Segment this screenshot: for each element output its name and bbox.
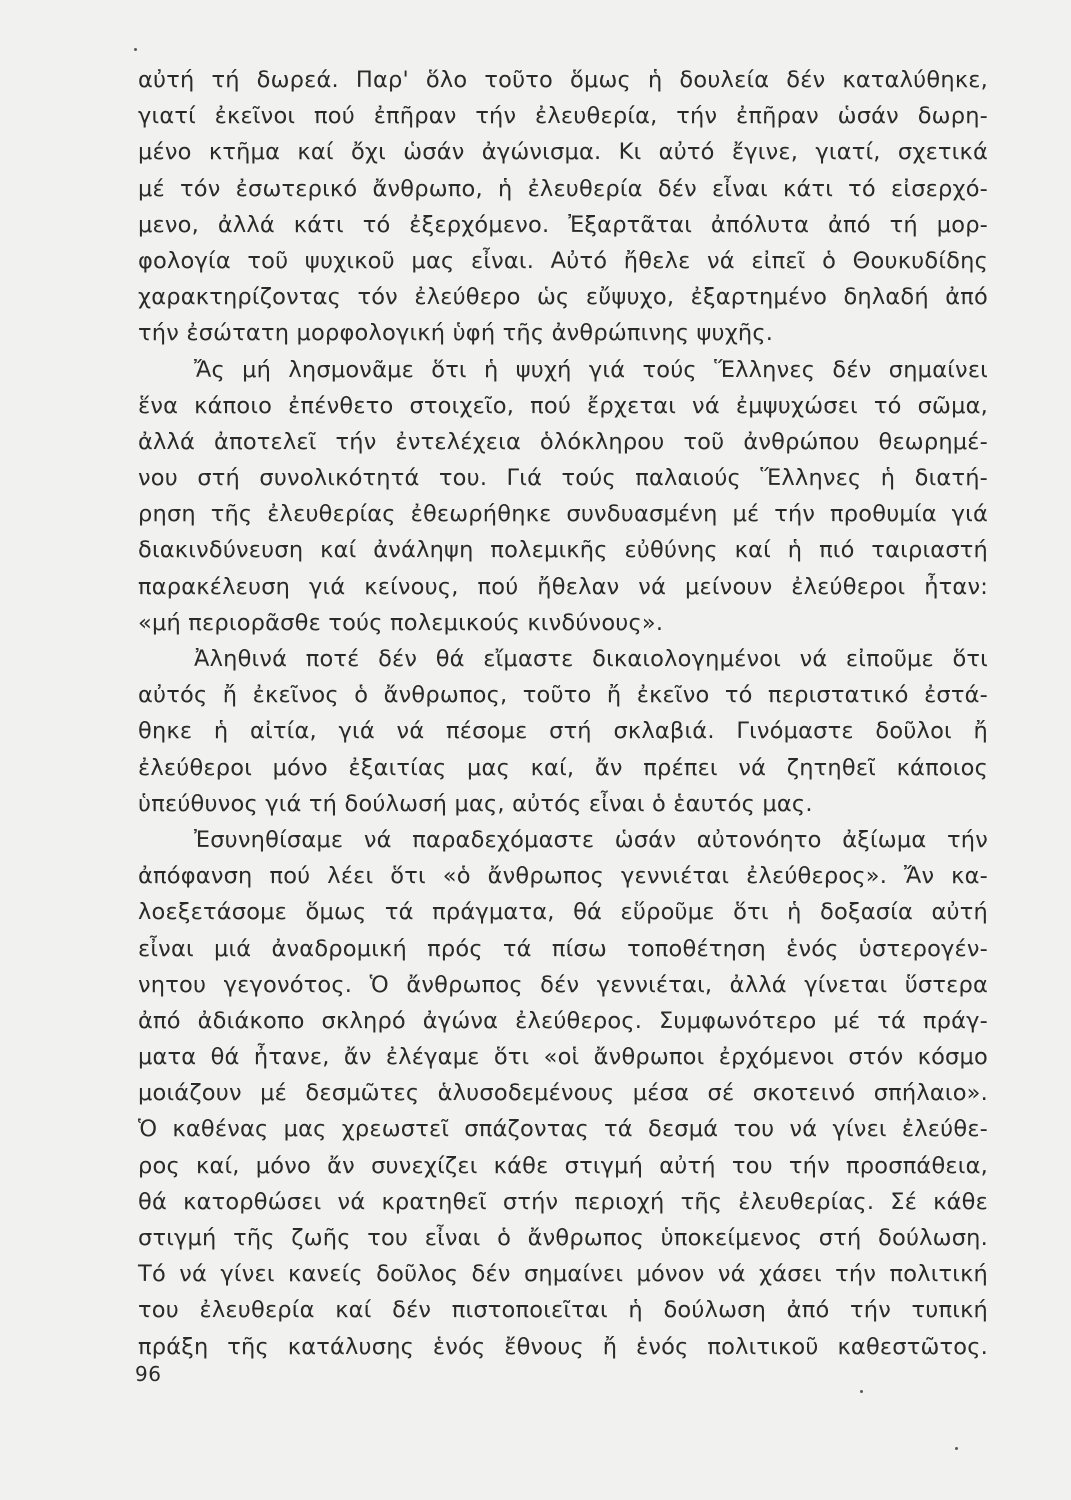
text-line: αὐτή τή δωρεά. Παρ' ὅλο τοῦτο ὅμως ἡ δουλεία δέν καταλύθηκε, (138, 67, 988, 93)
paragraph (138, 822, 988, 1365)
text-line: ἕνα κάποιο ἐπένθετο στοιχεῖο, πού ἔρχεται νά ἐμψυχώσει τό σῶμα, (138, 392, 988, 419)
print-speck (955, 1447, 958, 1450)
text-line: Ἐσυνηθίσαμε νά παραδεχόμαστε ὡσάν αὐτονόητο ἀξίωμα τήν (194, 826, 988, 853)
text-line: ἀλλά ἀποτελεῖ τήν ἐντελέχεια ὁλόκληρου τοῦ ἀνθρώπου θεωρημέ- (138, 428, 988, 455)
text-line: εἶναι μιά ἀναδρομική πρός τά πίσω τοποθέτηση ἑνός ὑστερογέν- (138, 935, 988, 962)
paragraph (138, 641, 988, 822)
text-line: μένο κτῆμα καί ὄχι ὡσάν ἀγώνισμα. Κι αὐτό ἔγινε, γιατί, σχετικά (138, 139, 988, 166)
text-line: παρακέλευση γιά κείνους, πού ἤθελαν νά μείνουν ἐλεύθεροι ἦταν: (138, 573, 988, 600)
paragraph (138, 352, 988, 642)
text-line: ρος καί, μόνο ἄν συνεχίζει κάθε στιγμή αὐτή του τήν προσπάθεια, (138, 1152, 988, 1179)
text-line: Ἀληθινά ποτέ δέν θά εἴμαστε δικαιολογημένοι νά εἰποῦμε ὅτι (194, 646, 988, 672)
text-line: Ὁ καθένας μας χρεωστεῖ σπάζοντας τά δεσμά του νά γίνει ἐλεύθε- (138, 1116, 988, 1143)
text-line: «μή περιορᾶσθε τούς πολεμικούς κινδύνους». (138, 609, 664, 636)
text-line: λοεξετάσομε ὅμως τά πράγματα, θά εὕροῦμε ὅτι ἡ δοξασία αὐτή (138, 899, 988, 926)
text-line: τήν ἐσώτατη μορφολογική ὑφή τῆς ἀνθρώπινης ψυχῆς. (138, 320, 774, 347)
text-line: χαρακτηρίζοντας τόν ἐλεύθερο ὡς εὔψυχο, ἐξαρτημένο δηλαδή ἀπό (138, 284, 988, 311)
text-line: ἐλεύθεροι μόνο ἐξαιτίας μας καί, ἄν πρέπει νά ζητηθεῖ κάποιος (138, 754, 988, 781)
print-speck (134, 48, 137, 51)
text-line: φολογία τοῦ ψυχικοῦ μας εἶναι. Αὐτό ἤθελε νά εἰπεῖ ὁ Θουκυδίδης (138, 247, 988, 274)
text-line: ματα θά ἦτανε, ἄν ἐλέγαμε ὅτι «οἱ ἄνθρωποι ἐρχόμενοι στόν κόσμο (138, 1044, 988, 1071)
text-line: διακινδύνευση καί ἀνάληψη πολεμικῆς εὐθύνης καί ἡ πιό ταιριαστή (138, 537, 988, 564)
text-line: νητου γεγονότος. Ὁ ἄνθρωπος δέν γεννιέται, ἀλλά γίνεται ὕστερα (138, 971, 988, 998)
text-line: πράξη τῆς κατάλυσης ἑνός ἔθνους ἤ ἑνός πολιτικοῦ καθεστῶτος. (138, 1333, 988, 1360)
text-line: στιγμή τῆς ζωῆς του εἶναι ὁ ἄνθρωπος ὑποκείμενος στή δούλωση. (138, 1225, 988, 1251)
paragraph (138, 62, 988, 352)
text-line: Ἄς μή λησμονᾶμε ὅτι ἡ ψυχή γιά τούς Ἕλληνες δέν σημαίνει (194, 356, 988, 383)
text-line: γιατί ἐκεῖνοι πού ἐπῆραν τήν ἐλευθερία, τήν ἐπῆραν ὡσάν δωρη- (138, 103, 988, 130)
text-line: ρηση τῆς ἐλευθερίας ἐθεωρήθηκε συνδυασμένη μέ τήν προθυμία γιά (138, 501, 988, 528)
text-line: Τό νά γίνει κανείς δοῦλος δέν σημαίνει μόνον νά χάσει τήν πολιτική (138, 1261, 988, 1288)
print-speck (860, 1390, 863, 1393)
text-line: θηκε ἡ αἰτία, γιά νά πέσομε στή σκλαβιά. Γινόμαστε δοῦλοι ἤ (138, 718, 988, 745)
text-line: μενο, ἀλλά κάτι τό ἐξερχόμενο. Ἐξαρτᾶται ἀπόλυτα ἀπό τή μορ- (138, 211, 988, 238)
text-line: ἀπό ἀδιάκοπο σκληρό ἀγώνα ἐλεύθερος. Συμφωνότερο μέ τά πράγ- (138, 1007, 988, 1034)
text-line: μοιάζουν μέ δεσμῶτες ἁλυσοδεμένους μέσα σέ σκοτεινό σπήλαιο». (138, 1080, 988, 1107)
text-line: μέ τόν ἐσωτερικό ἄνθρωπο, ἡ ἐλευθερία δέν εἶναι κάτι τό εἰσερχό- (138, 175, 988, 202)
text-line: ἀπόφανση πού λέει ὅτι «ὁ ἄνθρωπος γεννιέται ἐλεύθερος». Ἄν κα- (138, 863, 988, 890)
text-line: αὐτός ἤ ἐκεῖνος ὁ ἄνθρωπος, τοῦτο ἤ ἐκεῖνο τό περιστατικό ἐστά- (138, 682, 988, 709)
page-number: 96 (135, 1362, 162, 1386)
text-line: του ἐλευθερία καί δέν πιστοποιεῖται ἡ δούλωση ἀπό τήν τυπική (138, 1297, 988, 1324)
text-line: ὑπεύθυνος γιά τή δούλωσή μας, αὐτός εἶναι ὁ ἑαυτός μας. (138, 790, 813, 817)
page-text (138, 62, 988, 1365)
text-line: θά κατορθώσει νά κρατηθεῖ στήν περιοχή τῆς ἐλευθερίας. Σέ κάθε (138, 1188, 988, 1215)
text-line: νου στή συνολικότητά του. Γιά τούς παλαιούς Ἕλληνες ἡ διατή- (138, 465, 988, 492)
